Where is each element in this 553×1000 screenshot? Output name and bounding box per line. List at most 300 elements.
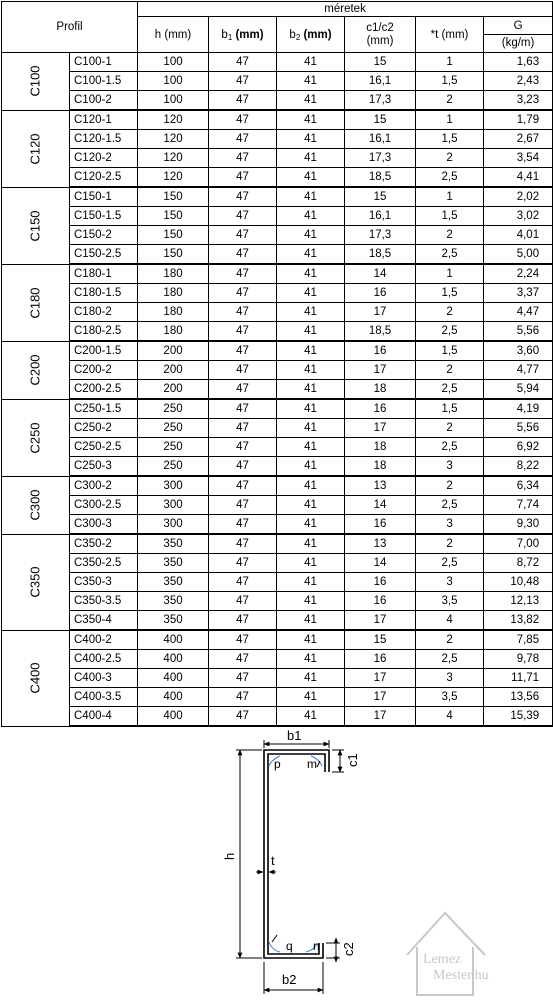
t-cell: 1,5 (416, 284, 484, 303)
h-cell: 350 (138, 611, 209, 631)
group-label: C200 (2, 341, 70, 399)
profile-name-cell: C350-2.5 (70, 554, 138, 573)
c-cell: 16,1 (345, 130, 416, 149)
g-cell: 2,67 (484, 130, 553, 149)
watermark-line2: Mester.hu (433, 968, 489, 983)
g-cell: 4,41 (484, 168, 553, 188)
t-cell: 3,5 (416, 688, 484, 707)
table-row (2, 650, 553, 669)
h-cell: 350 (138, 554, 209, 573)
t-cell: 1 (416, 187, 484, 207)
b1-cell: 47 (209, 476, 277, 496)
table-row (2, 264, 553, 284)
table-row (2, 399, 553, 419)
t-cell: 1,5 (416, 207, 484, 226)
b1-cell: 47 (209, 226, 277, 245)
b2-cell: 41 (277, 53, 345, 72)
t-cell: 2,5 (416, 496, 484, 515)
b2-cell: 41 (277, 361, 345, 380)
b1-cell: 47 (209, 187, 277, 207)
table-row (2, 168, 553, 188)
b1-cell: 47 (209, 419, 277, 438)
profile-name-cell: C180-1.5 (70, 284, 138, 303)
g-cell: 11,71 (484, 669, 553, 688)
profile-name-cell: C250-2 (70, 419, 138, 438)
c-cell: 13 (345, 476, 416, 496)
g-cell: 3,23 (484, 91, 553, 111)
table-row (2, 207, 553, 226)
b1-cell: 47 (209, 91, 277, 111)
t-cell: 2 (416, 149, 484, 168)
b2-cell: 41 (277, 515, 345, 535)
table-row (2, 245, 553, 265)
h-cell: 100 (138, 91, 209, 111)
b1-cell: 47 (209, 264, 277, 284)
table-row (2, 341, 553, 361)
table-row (2, 303, 553, 322)
g-cell: 3,60 (484, 341, 553, 361)
c-cell: 17 (345, 361, 416, 380)
t-cell: 2 (416, 91, 484, 111)
b2-cell: 41 (277, 476, 345, 496)
b1-cell: 47 (209, 322, 277, 342)
header-c: c1/c2 (mm) (345, 17, 416, 53)
h-cell: 180 (138, 322, 209, 342)
t-cell: 2 (416, 476, 484, 496)
t-cell: 2 (416, 303, 484, 322)
c1-dimension (332, 750, 344, 772)
corner-n-label: n (313, 939, 320, 953)
c-cell: 14 (345, 554, 416, 573)
t-cell: 4 (416, 611, 484, 631)
header-h: h (mm) (138, 17, 209, 53)
t-cell: 2 (416, 226, 484, 245)
c-cell: 16 (345, 515, 416, 535)
b1-cell: 47 (209, 630, 277, 650)
b1-cell: 47 (209, 496, 277, 515)
profile-name-cell: C400-3 (70, 669, 138, 688)
b1-cell: 47 (209, 707, 277, 727)
g-cell: 5,56 (484, 322, 553, 342)
b1-cell: 47 (209, 207, 277, 226)
b1-cell: 47 (209, 149, 277, 168)
h-cell: 400 (138, 707, 209, 727)
profile-name-cell: C350-3 (70, 573, 138, 592)
g-cell: 13,82 (484, 611, 553, 631)
g-cell: 8,72 (484, 554, 553, 573)
b2-cell: 41 (277, 322, 345, 342)
t-cell: 1 (416, 53, 484, 72)
c-cell: 15 (345, 187, 416, 207)
b1-cell: 47 (209, 130, 277, 149)
b1-cell: 47 (209, 72, 277, 91)
c-cell: 16 (345, 341, 416, 361)
profile-name-cell: C300-2.5 (70, 496, 138, 515)
header-b2: $b_2$ (mm) (277, 17, 345, 53)
g-cell: 5,94 (484, 380, 553, 400)
profile-name-cell: C120-2 (70, 149, 138, 168)
g-cell: 7,74 (484, 496, 553, 515)
b1-cell: 47 (209, 573, 277, 592)
b1-cell: 47 (209, 399, 277, 419)
profile-name-cell: C400-4 (70, 707, 138, 727)
b2-cell: 41 (277, 419, 345, 438)
b1-cell: 47 (209, 688, 277, 707)
b2-cell: 41 (277, 496, 345, 515)
table-row (2, 707, 553, 727)
lemezmester-watermark-logo (395, 895, 553, 1000)
g-cell: 4,77 (484, 361, 553, 380)
header-t: *t (mm) (416, 17, 484, 53)
table-row (2, 322, 553, 342)
b1-cell: 47 (209, 515, 277, 535)
group-label: C100 (2, 53, 70, 111)
b1-label: b1 (287, 730, 302, 743)
profile-name-cell: C200-1.5 (70, 341, 138, 361)
h-cell: 200 (138, 380, 209, 400)
table-row (2, 573, 553, 592)
h-cell: 180 (138, 284, 209, 303)
table-row (2, 226, 553, 245)
table-row (2, 149, 553, 168)
b1-cell: 47 (209, 650, 277, 669)
profile-name-cell: C400-3.5 (70, 688, 138, 707)
corner-radius-markers (269, 756, 322, 952)
b1-cell: 47 (209, 534, 277, 554)
profile-spec-table (1, 1, 553, 727)
g-cell: 4,47 (484, 303, 553, 322)
c-cell: 18 (345, 438, 416, 457)
group-label: C300 (2, 476, 70, 534)
b2-cell: 41 (277, 284, 345, 303)
group-label: C150 (2, 187, 70, 264)
c-cell: 16 (345, 399, 416, 419)
h-cell: 120 (138, 168, 209, 188)
t-cell: 3 (416, 457, 484, 477)
c-cell: 16 (345, 592, 416, 611)
table-row (2, 496, 553, 515)
g-cell: 6,92 (484, 438, 553, 457)
c-cell: 17 (345, 707, 416, 727)
b2-cell: 41 (277, 207, 345, 226)
t-cell: 1 (416, 110, 484, 130)
profile-name-cell: C150-2 (70, 226, 138, 245)
t-cell: 2,5 (416, 554, 484, 573)
b2-cell: 41 (277, 380, 345, 400)
b2-cell: 41 (277, 110, 345, 130)
table-row (2, 419, 553, 438)
c-cell: 18,5 (345, 322, 416, 342)
group-label: C400 (2, 630, 70, 726)
table-row (2, 53, 553, 72)
t-cell: 2 (416, 630, 484, 650)
t-cell: 1,5 (416, 130, 484, 149)
h-dimension (236, 750, 262, 958)
t-cell: 4 (416, 707, 484, 727)
h-cell: 120 (138, 130, 209, 149)
b2-cell: 41 (277, 592, 345, 611)
group-label: C350 (2, 534, 70, 630)
group-label: C250 (2, 399, 70, 476)
b2-cell: 41 (277, 245, 345, 265)
t-cell: 1,5 (416, 341, 484, 361)
profile-name-cell: C400-2 (70, 630, 138, 650)
b2-cell: 41 (277, 554, 345, 573)
g-cell: 1,63 (484, 53, 553, 72)
b2-cell: 41 (277, 130, 345, 149)
profile-name-cell: C180-2.5 (70, 322, 138, 342)
g-cell: 9,78 (484, 650, 553, 669)
c2-dimension (326, 938, 340, 962)
t-cell: 2 (416, 361, 484, 380)
b2-cell: 41 (277, 438, 345, 457)
table-row (2, 438, 553, 457)
table-row (2, 130, 553, 149)
c-cell: 14 (345, 264, 416, 284)
h-cell: 350 (138, 592, 209, 611)
profile-name-cell: C350-4 (70, 611, 138, 631)
b2-cell: 41 (277, 573, 345, 592)
h-cell: 300 (138, 476, 209, 496)
table-row (2, 611, 553, 631)
b2-cell: 41 (277, 707, 345, 727)
h-cell: 150 (138, 245, 209, 265)
table-row (2, 630, 553, 650)
g-cell: 2,24 (484, 264, 553, 284)
h-cell: 400 (138, 650, 209, 669)
table-row (2, 688, 553, 707)
b1-cell: 47 (209, 168, 277, 188)
c-cell: 18,5 (345, 245, 416, 265)
t-cell: 2,5 (416, 380, 484, 400)
t-cell: 2,5 (416, 245, 484, 265)
profile-name-cell: C200-2 (70, 361, 138, 380)
g-cell: 3,02 (484, 207, 553, 226)
h-cell: 120 (138, 149, 209, 168)
g-cell: 4,01 (484, 226, 553, 245)
h-cell: 150 (138, 207, 209, 226)
group-label: C120 (2, 110, 70, 187)
c-cell: 17 (345, 303, 416, 322)
table-row (2, 110, 553, 130)
c-cell: 16 (345, 284, 416, 303)
header-profil: Profil (2, 2, 138, 53)
t-cell: 3 (416, 515, 484, 535)
g-cell: 8,22 (484, 457, 553, 477)
t-cell: 3,5 (416, 592, 484, 611)
c-cell: 18 (345, 380, 416, 400)
g-cell: 7,00 (484, 534, 553, 554)
g-cell: 6,34 (484, 476, 553, 496)
profile-name-cell: C120-1.5 (70, 130, 138, 149)
c-cell: 16,1 (345, 72, 416, 91)
t-cell: 2 (416, 534, 484, 554)
b1-cell: 47 (209, 245, 277, 265)
g-cell: 2,02 (484, 187, 553, 207)
table-row (2, 91, 553, 111)
profile-name-cell: C200-2.5 (70, 380, 138, 400)
table-row (2, 534, 553, 554)
profile-name-cell: C100-1 (70, 53, 138, 72)
corner-m-label: m (307, 757, 317, 771)
table-row (2, 476, 553, 496)
b1-cell: 47 (209, 554, 277, 573)
c-cell: 16 (345, 650, 416, 669)
h-cell: 350 (138, 534, 209, 554)
corner-ticks (272, 761, 320, 942)
b2-cell: 41 (277, 264, 345, 284)
c-cell: 13 (345, 534, 416, 554)
h-cell: 350 (138, 573, 209, 592)
c-cell: 14 (345, 496, 416, 515)
profile-name-cell: C100-1.5 (70, 72, 138, 91)
b2-cell: 41 (277, 688, 345, 707)
b2-cell: 41 (277, 650, 345, 669)
h-cell: 250 (138, 438, 209, 457)
profile-name-cell: C100-2 (70, 91, 138, 111)
b1-cell: 47 (209, 611, 277, 631)
c-cell: 15 (345, 53, 416, 72)
b2-cell: 41 (277, 630, 345, 650)
h-cell: 120 (138, 110, 209, 130)
table-row (2, 669, 553, 688)
c-cell: 18,5 (345, 168, 416, 188)
table-row (2, 592, 553, 611)
t-cell: 1,5 (416, 399, 484, 419)
g-cell: 9,30 (484, 515, 553, 535)
profile-name-cell: C400-2.5 (70, 650, 138, 669)
profile-name-cell: C150-1.5 (70, 207, 138, 226)
c2-label: c2 (341, 942, 356, 956)
h-cell: 180 (138, 264, 209, 284)
t-cell: 1,5 (416, 72, 484, 91)
profile-name-cell: C350-2 (70, 534, 138, 554)
b2-cell: 41 (277, 91, 345, 111)
profile-name-cell: C120-1 (70, 110, 138, 130)
h-cell: 150 (138, 187, 209, 207)
c-cell: 17 (345, 419, 416, 438)
profile-name-cell: C180-1 (70, 264, 138, 284)
t-cell: 1 (416, 264, 484, 284)
c-cell: 17,3 (345, 149, 416, 168)
corner-q-label: q (286, 939, 293, 953)
b1-cell: 47 (209, 669, 277, 688)
c-cell: 17,3 (345, 91, 416, 111)
h-cell: 150 (138, 226, 209, 245)
b1-cell: 47 (209, 457, 277, 477)
c-cell: 17 (345, 611, 416, 631)
h-cell: 400 (138, 669, 209, 688)
watermark-line1: Lemez (423, 952, 462, 967)
b2-cell: 41 (277, 226, 345, 245)
h-cell: 100 (138, 72, 209, 91)
b1-cell: 47 (209, 361, 277, 380)
table-row (2, 187, 553, 207)
b1-cell: 47 (209, 438, 277, 457)
b2-cell: 41 (277, 303, 345, 322)
t-cell: 2,5 (416, 650, 484, 669)
g-cell: 5,56 (484, 419, 553, 438)
b2-cell: 41 (277, 399, 345, 419)
table-row (2, 284, 553, 303)
b2-cell: 41 (277, 72, 345, 91)
c-cell: 17 (345, 669, 416, 688)
b1-cell: 47 (209, 380, 277, 400)
c-cell: 15 (345, 630, 416, 650)
header-g: G (kg/m) (484, 17, 553, 53)
table-row (2, 554, 553, 573)
profile-name-cell: C120-2.5 (70, 168, 138, 188)
table-row (2, 457, 553, 477)
table-row (2, 380, 553, 400)
b2-cell: 41 (277, 457, 345, 477)
g-cell: 4,19 (484, 399, 553, 419)
t-cell: 3 (416, 573, 484, 592)
c-cell: 17 (345, 688, 416, 707)
g-cell: 3,54 (484, 149, 553, 168)
g-cell: 2,43 (484, 72, 553, 91)
b1-cell: 47 (209, 341, 277, 361)
table-row (2, 72, 553, 91)
b1-cell: 47 (209, 592, 277, 611)
g-cell: 3,37 (484, 284, 553, 303)
c-cell: 18 (345, 457, 416, 477)
h-cell: 300 (138, 515, 209, 535)
c1-label: c1 (345, 753, 360, 767)
b1-cell: 47 (209, 53, 277, 72)
t-cell: 2,5 (416, 438, 484, 457)
h-cell: 100 (138, 53, 209, 72)
g-cell: 10,48 (484, 573, 553, 592)
t-label: t (271, 853, 275, 868)
b1-cell: 47 (209, 284, 277, 303)
g-cell: 12,13 (484, 592, 553, 611)
c-cell: 16,1 (345, 207, 416, 226)
b2-cell: 41 (277, 149, 345, 168)
profile-name-cell: C250-3 (70, 457, 138, 477)
h-label: h (222, 852, 237, 860)
h-cell: 200 (138, 341, 209, 361)
b2-cell: 41 (277, 341, 345, 361)
h-cell: 400 (138, 688, 209, 707)
profile-name-cell: C300-2 (70, 476, 138, 496)
t-cell: 3 (416, 669, 484, 688)
g-cell: 13,56 (484, 688, 553, 707)
header-b1: $b_1$ (mm) (209, 17, 277, 53)
profile-name-cell: C250-2.5 (70, 438, 138, 457)
g-cell: 1,79 (484, 110, 553, 130)
c-cell: 17,3 (345, 226, 416, 245)
profile-name-cell: C150-2.5 (70, 245, 138, 265)
h-cell: 400 (138, 630, 209, 650)
b2-cell: 41 (277, 611, 345, 631)
profile-name-cell: C150-1 (70, 187, 138, 207)
h-cell: 250 (138, 419, 209, 438)
b1-cell: 47 (209, 303, 277, 322)
g-cell: 7,85 (484, 630, 553, 650)
b2-label: b2 (282, 972, 297, 987)
h-cell: 200 (138, 361, 209, 380)
t-cell: 2,5 (416, 322, 484, 342)
profile-name-cell: C180-2 (70, 303, 138, 322)
profile-name-cell: C350-3.5 (70, 592, 138, 611)
b2-cell: 41 (277, 534, 345, 554)
c-cell: 16 (345, 573, 416, 592)
h-cell: 250 (138, 457, 209, 477)
profile-name-cell: C300-3 (70, 515, 138, 535)
g-cell: 5,00 (484, 245, 553, 265)
t-cell: 2 (416, 419, 484, 438)
